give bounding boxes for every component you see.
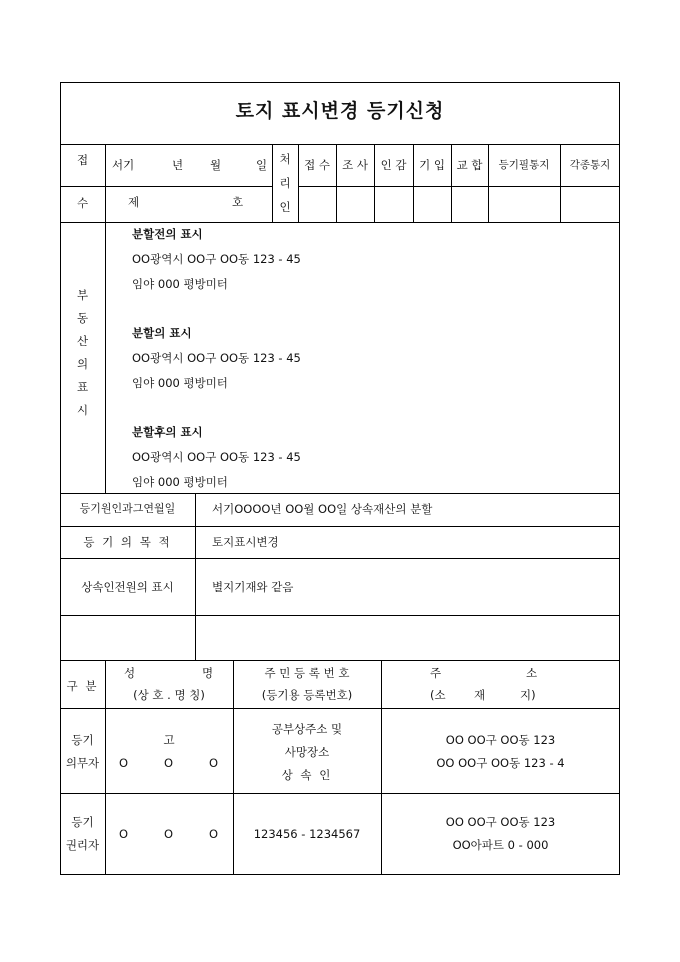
rightholder-name-mark: O xyxy=(164,827,174,841)
form-title: 토지 표시변경 등기신청 xyxy=(235,100,445,122)
processing-label: 리 xyxy=(279,176,291,190)
processing-label: 처 xyxy=(279,152,291,166)
reception-date-era: 서기 xyxy=(112,158,135,172)
reception-date-year: 년 xyxy=(172,158,184,172)
processing-column-seal: 인 감 xyxy=(380,158,407,172)
processing-column-verify: 교 합 xyxy=(456,158,483,172)
reception-number-suffix: 호 xyxy=(232,195,244,209)
section-heading-split: 분할의 표시 xyxy=(132,326,192,340)
obligor-address-line: OO OO구 OO동 123 - 4 xyxy=(436,756,565,770)
rightholder-id: 123456 - 1234567 xyxy=(253,827,361,841)
obligor-label: 등기 xyxy=(71,733,94,747)
cause-label: 등기원인과그연월일 xyxy=(79,502,176,515)
reception-date-day: 일 xyxy=(256,158,268,172)
parties-id-subheader: (등기용 등록번호) xyxy=(261,688,353,702)
purpose-label: 등 기 의 목 적 xyxy=(83,535,172,549)
processing-column-review: 조 사 xyxy=(342,158,368,172)
section-area-before: 임야 000 평방미터 xyxy=(132,277,228,291)
section-address-split: OO광역시 OO구 OO동 123 - 45 xyxy=(132,351,301,365)
heir-label: 상속인전원의 표시 xyxy=(81,580,174,594)
cause-value: 서기OOOO년 OO월 OO일 상속재산의 분할 xyxy=(212,502,433,516)
parties-id-header: 주 민 등 록 번 호 xyxy=(264,666,350,680)
property-side-label: 표 xyxy=(76,380,89,394)
reception-label-bottom: 수 xyxy=(76,196,89,210)
obligor-name-mark: O xyxy=(164,756,174,770)
heir-value: 별지기재와 같음 xyxy=(212,580,294,594)
property-side-label: 동 xyxy=(76,311,89,325)
rightholder-name-mark: O xyxy=(209,827,219,841)
section-area-split: 임야 000 평방미터 xyxy=(132,376,228,390)
parties-addr-header: 주 xyxy=(430,666,442,680)
rightholder-address-line: OO아파트 0 - 000 xyxy=(452,838,549,852)
obligor-id-line: 사망장소 xyxy=(284,745,330,759)
reception-number-prefix: 제 xyxy=(128,195,140,209)
reception-label-top: 접 xyxy=(76,153,89,167)
parties-addr-subheader: 지) xyxy=(520,688,536,702)
obligor-name-mark: O xyxy=(119,756,129,770)
processing-label: 인 xyxy=(279,200,291,214)
parties-division-header: 구 분 xyxy=(66,679,99,693)
processing-column-completion-notice: 등기필통지 xyxy=(498,159,550,171)
parties-name-header: 성 xyxy=(124,666,136,680)
processing-column-receipt: 접 수 xyxy=(304,158,330,172)
section-address-after: OO광역시 OO구 OO동 123 - 45 xyxy=(132,450,301,464)
processing-column-entry: 기 입 xyxy=(419,158,445,172)
rightholder-label: 등기 xyxy=(71,815,94,829)
property-side-label: 부 xyxy=(76,288,89,302)
section-area-after: 임야 000 평방미터 xyxy=(132,475,228,489)
obligor-name-prefix: 고 xyxy=(163,733,175,747)
section-heading-before: 분할전의 표시 xyxy=(132,227,203,241)
rightholder-label: 권리자 xyxy=(65,838,100,852)
reception-date-month: 월 xyxy=(210,158,222,172)
section-address-before: OO광역시 OO구 OO동 123 - 45 xyxy=(132,252,301,266)
obligor-label: 의무자 xyxy=(65,756,100,770)
rightholder-name-mark: O xyxy=(119,827,129,841)
parties-addr-subheader: (소 xyxy=(430,688,446,702)
processing-column-other-notice: 각종통지 xyxy=(569,159,611,171)
parties-name-subheader: (상 호 . 명 칭) xyxy=(133,688,205,702)
section-heading-after: 분할후의 표시 xyxy=(132,425,203,439)
property-side-label: 의 xyxy=(76,357,89,371)
obligor-address-line: OO OO구 OO동 123 xyxy=(445,733,556,747)
obligor-id-line: 상 속 인 xyxy=(281,768,333,782)
property-side-label: 시 xyxy=(76,403,89,417)
obligor-id-line: 공부상주소 및 xyxy=(271,722,343,736)
obligor-name-mark: O xyxy=(209,756,219,770)
purpose-value: 토지표시변경 xyxy=(212,535,279,549)
application-form xyxy=(60,82,620,875)
rightholder-address-line: OO OO구 OO동 123 xyxy=(445,815,556,829)
parties-name-header: 명 xyxy=(202,666,214,680)
parties-addr-subheader: 재 xyxy=(474,688,486,702)
property-side-label: 산 xyxy=(76,334,89,348)
parties-addr-header: 소 xyxy=(526,666,538,680)
